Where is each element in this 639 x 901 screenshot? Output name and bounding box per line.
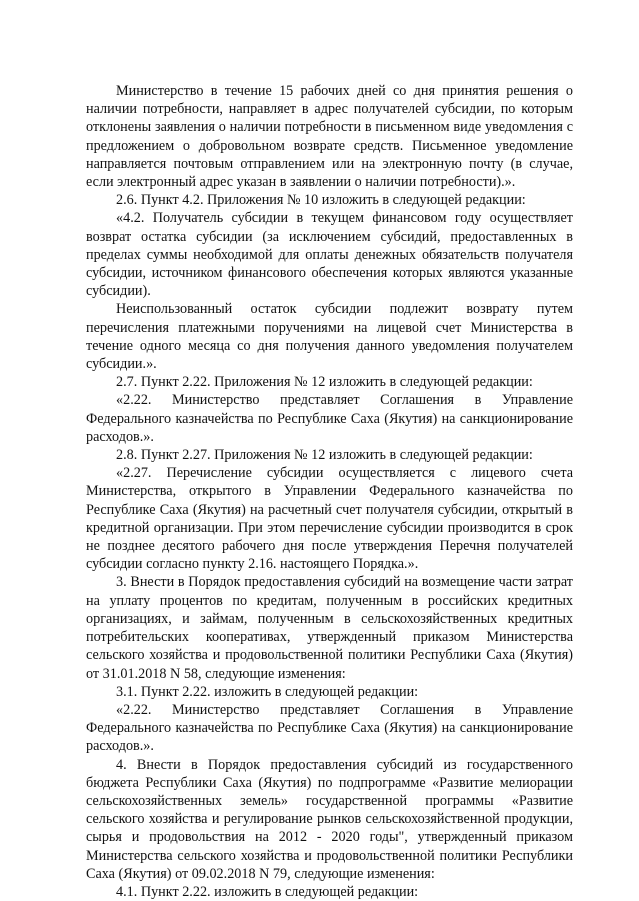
document-body — [86, 82, 573, 901]
paragraph-3-1-heading: 3.1. Пункт 2.22. изложить в следующей редакции: — [116, 683, 419, 700]
paragraph-ministry-notification: Министерство в течение 15 рабочих дней со дня принятия решения о наличии потребности, направляет в адрес получателей субсидии, по которым отклонены заявления о наличии потребности в письменном виде уведомления с предложением о добровольном возврате средств. Письменное уведомление направляется почтовым отправлением или на электронную почту (в случае, если электронный адрес указан в заявлении о наличии потребности).». — [86, 83, 573, 191]
paragraph-2-7-heading: 2.7. Пункт 2.22. Приложения № 12 изложить в следующей редакции: — [116, 374, 533, 391]
paragraph-section-3: 3. Внести в Порядок предоставления субсидий на возмещение части затрат на уплату процентов по кредитам, полученным в российских кредитных организациях, и займам, полученным в сельскохозяйственных кредитных потребительских кооперативах, утвержденный приказом Министерства сельского хозяйства и продовольственной политики Республики Саха (Якутия) от 31.01.2018 N 58, следующие изменения: — [86, 574, 573, 682]
paragraph-2-27-quote: «2.27. Перечисление субсидии осуществляется с лицевого счета Министерства, открытого в Управлении Федерального казначейства по Республике Саха (Якутия) на расчетный счет получателя субсидии, открытый в кредитной организации. При этом перечисление субсидии производится в срок не позднее десятого рабочего дня после утверждения Перечня получателей субсидии согласно пункту 2.16. настоящего Порядка.». — [86, 465, 573, 573]
paragraph-2-22-quote: «2.22. Министерство представляет Соглашения в Управление Федерального казначейства по Республике Саха (Якутия) на санкционирование расходов.». — [86, 392, 573, 445]
paragraph-3-1-quote: «2.22. Министерство представляет Соглашения в Управление Федерального казначейства по Республике Саха (Якутия) на санкционирование расходов.». — [86, 701, 573, 755]
paragraph-2-8-heading: 2.8. Пункт 2.27. Приложения № 12 изложить в следующей редакции: — [116, 447, 533, 464]
paragraph-section-4: 4. Внести в Порядок предоставления субсидий из государственного бюджета Республики Саха (Якутия) по подпрограмме «Развитие мелиорации сельскохозяйственных земель» государственной программы «Развитие сельского хозяйства и регулирование рынков сельскохозяйственной продукции, сырья и продовольствия на 2012 - 2020 годы", утвержденный приказом Министерства сельского хозяйства и продовольственной политики Республики Саха (Якутия) от 09.02.2018 N 79, следующие изменения: — [86, 756, 573, 882]
paragraph-unused-balance: Неиспользованный остаток субсидии подлежит возврату путем перечисления платежными поручениями на лицевой счет Министерства в течение одного месяца со дня получения данного уведомления получателем субсидии.». — [86, 301, 573, 373]
paragraph-2-6-heading: 2.6. Пункт 4.2. Приложения № 10 изложить в следующей редакции: — [116, 192, 526, 209]
paragraph-4-2-quote: «4.2. Получатель субсидии в текущем финансовом году осуществляет возврат остатка субсидии (за исключением субсидий, предоставленных в пределах суммы необходимой для оплаты денежных обязательств получателя субсидии, источником финансового обеспечения которых являются указанные субсидии). — [86, 210, 573, 300]
paragraph-4-1-heading: 4.1. Пункт 2.22. изложить в следующей редакции: — [116, 883, 419, 900]
